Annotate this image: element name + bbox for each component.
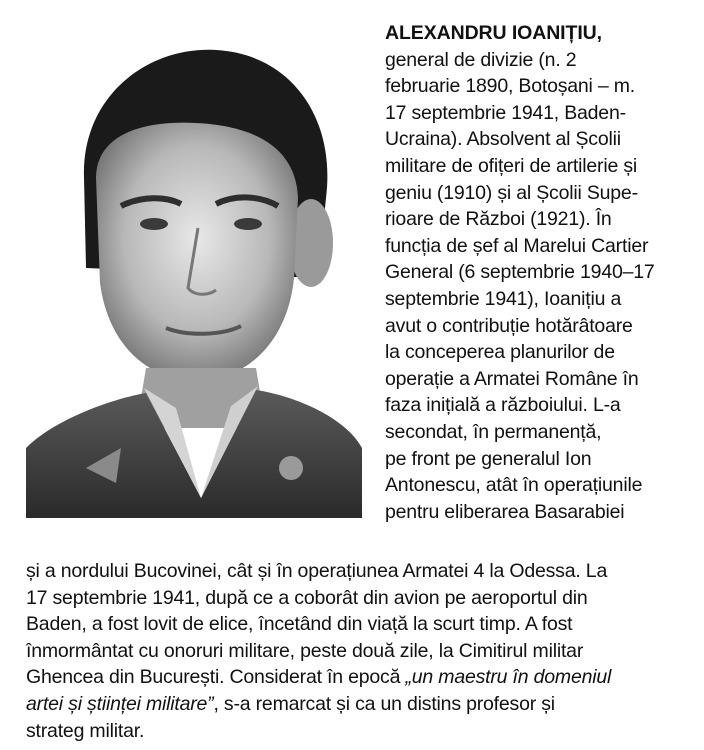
bio-line: Antonescu, atât în operațiunile [385,474,643,497]
bio-line-with-quote [26,664,696,691]
bio-text: , s-a remarcat și ca un distins profesor și [213,692,555,715]
bio-line: funcția de șef al Marelui Cartier [385,234,649,257]
bio-line: secondat, în permanență, [385,420,602,443]
bio-text-column [385,20,697,525]
bio-line: septembrie 1941), Ioanițiu a [385,287,622,310]
bio-line: pentru eliberarea Basarabiei [385,500,625,523]
portrait-photo [26,28,362,518]
bio-line: geniu (1910) și al Școlii Supe- [385,181,638,204]
bio-line: strateg militar. [26,719,145,742]
bio-line: general de divizie (n. 2 [385,48,577,71]
bio-line: General (6 septembrie 1940–17 [385,261,655,284]
bio-line: operație a Armatei Române în [385,367,639,390]
bio-line: rioare de Război (1921). În [385,208,612,231]
bio-line: faza inițială a războiului. L-a [385,394,621,417]
portrait-illustration [26,28,362,518]
bio-line: 17 septembrie 1941, Baden- [385,101,626,124]
person-name: ALEXANDRU IOANIȚIU, [385,22,602,44]
bio-line: Baden, a fost lovit de elice, încetând din viață la scurt timp. A fost [26,613,573,636]
bio-line: 17 septembrie 1941, după ce a coborât din avion pe aeroportul din [26,586,588,609]
quote-text: „un maestru în domeniul [405,666,612,689]
bio-text-full-width [26,558,696,744]
bio-line: militare de ofițeri de artilerie și [385,154,638,177]
bio-line: la conceperea planurilor de [385,341,615,364]
bio-text: Ghencea din București. Considerat în epocă [26,666,406,689]
bio-line-with-quote [26,691,696,718]
bio-line: Ucraina). Absolvent al Școlii [385,128,621,151]
bio-line: înmormântat cu onoruri militare, peste două zile, la Cimitirul militar [26,639,584,662]
bio-line: pe front pe generalul Ion [385,447,592,470]
quote-text: artei și științei militare” [26,692,214,715]
bio-line: și a nordului Bucovinei, cât și în operațiunea Armatei 4 la Odessa. La [26,560,608,582]
bio-line: februarie 1890, Botoșani – m. [385,75,636,98]
bio-line: avut o contribuție hotărâtoare [385,314,633,337]
